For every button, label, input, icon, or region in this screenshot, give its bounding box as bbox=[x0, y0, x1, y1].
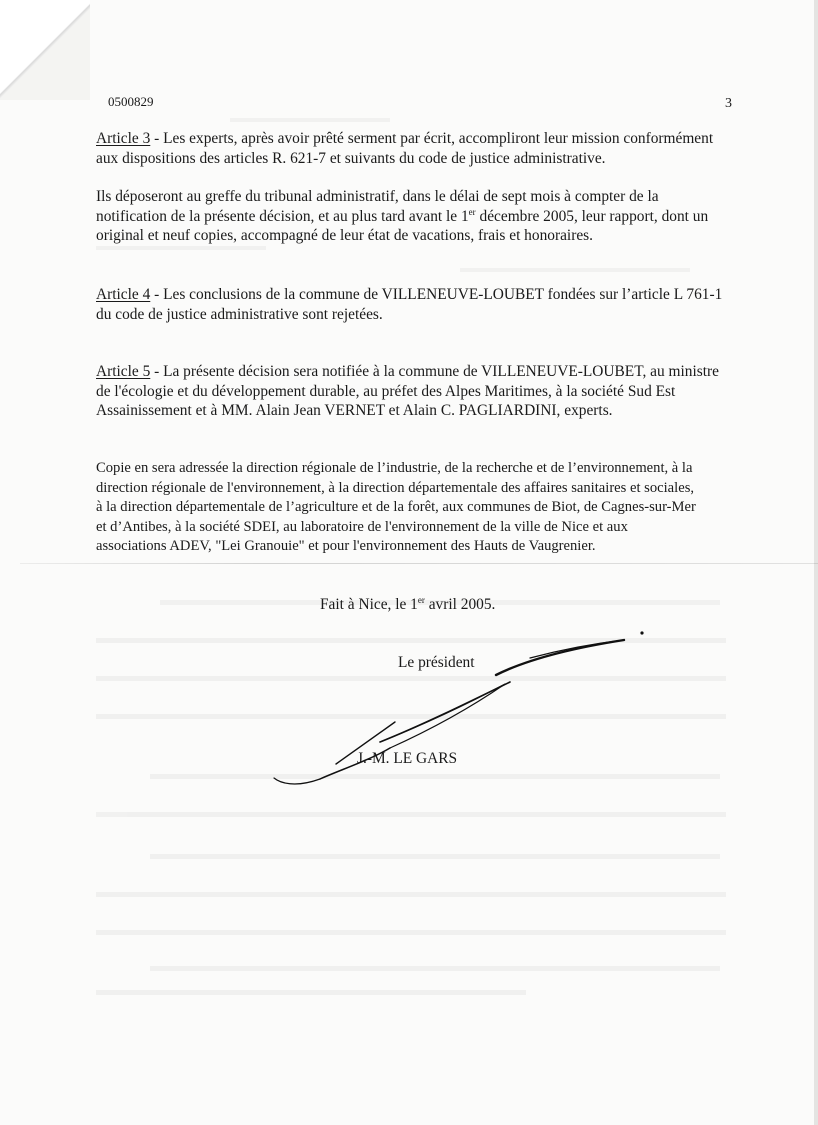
copy-paragraph bbox=[96, 459, 731, 557]
deposit-line2-sup: er bbox=[468, 206, 476, 217]
copy-line5: associations ADEV, "Lei Granouie" et pour l'environnement des Hauts de Vaugrenier. bbox=[96, 538, 596, 555]
article-3-label: Article 3 bbox=[96, 130, 151, 147]
article-5-text-line3: Assainissement et à MM. Alain Jean VERNET et Alain C. PAGLIARDINI, experts. bbox=[96, 402, 613, 419]
article-3 bbox=[96, 129, 731, 168]
deposit-line3: original et neuf copies, accompagné de leur état de vacations, frais et honoraires. bbox=[96, 227, 593, 244]
document-reference: 0500829 bbox=[108, 94, 154, 109]
article-4-label: Article 4 bbox=[96, 286, 151, 303]
copy-line4: et d’Antibes, à la société SDEI, au laboratoire de l'environnement de la ville de Nice et aux bbox=[96, 518, 628, 535]
article-5-text-line2: de l'écologie et du développement durable, au préfet des Alpes Maritimes, à la société Sud Est bbox=[96, 382, 676, 400]
article-4 bbox=[96, 285, 731, 324]
deposit-line1: Ils déposeront au greffe du tribunal administratif, dans le délai de sept mois à compter de la bbox=[96, 188, 659, 205]
place-date-text-b: avril 2005. bbox=[424, 596, 496, 613]
signatory-name: J.-M. LE GARS bbox=[357, 750, 458, 767]
article-5-text-line1: - La présente décision sera notifiée à la commune de VILLENEUVE-LOUBET, au ministre bbox=[150, 363, 719, 380]
copy-line2: direction régionale de l'environnement, à la direction départementale des affaires sanitaires et sociales, bbox=[96, 479, 695, 496]
copy-line1: Copie en sera adressée la direction régionale de l’industrie, de la recherche et de l’environnement, à la bbox=[96, 460, 693, 476]
signatory-title: Le président bbox=[398, 654, 475, 671]
place-date bbox=[320, 596, 495, 614]
article-3-text-line1: - Les experts, après avoir prêté serment par écrit, accompliront leur mission conformément bbox=[150, 130, 714, 147]
deposit-paragraph bbox=[96, 187, 731, 246]
article-5 bbox=[96, 362, 731, 421]
handwritten-signature bbox=[260, 628, 660, 798]
copy-line3: à la direction départementale de l’agriculture et de la forêt, aux communes de Biot, de Cagnes-sur-Mer bbox=[96, 499, 696, 516]
article-4-text-line2: du code de justice administrative sont rejetées. bbox=[96, 305, 383, 323]
deposit-line2a: notification de la présente décision, et au plus tard avant le 1 bbox=[96, 207, 469, 225]
page-number: 3 bbox=[725, 96, 732, 111]
place-date-text-a: Fait à Nice, le 1 bbox=[320, 596, 418, 613]
article-4-text-line1: - Les conclusions de la commune de VILLENEUVE-LOUBET fondées sur l’article L 761-1 bbox=[150, 286, 723, 303]
deposit-line2b: décembre 2005, leur rapport, dont un bbox=[475, 207, 709, 225]
place-date-sup: er bbox=[417, 594, 425, 605]
fold-crease bbox=[20, 563, 818, 564]
article-3-text-line2: aux dispositions des articles R. 621-7 et suivants du code de justice administrative. bbox=[96, 149, 606, 167]
folded-corner bbox=[0, 0, 90, 100]
article-5-label: Article 5 bbox=[96, 363, 151, 380]
